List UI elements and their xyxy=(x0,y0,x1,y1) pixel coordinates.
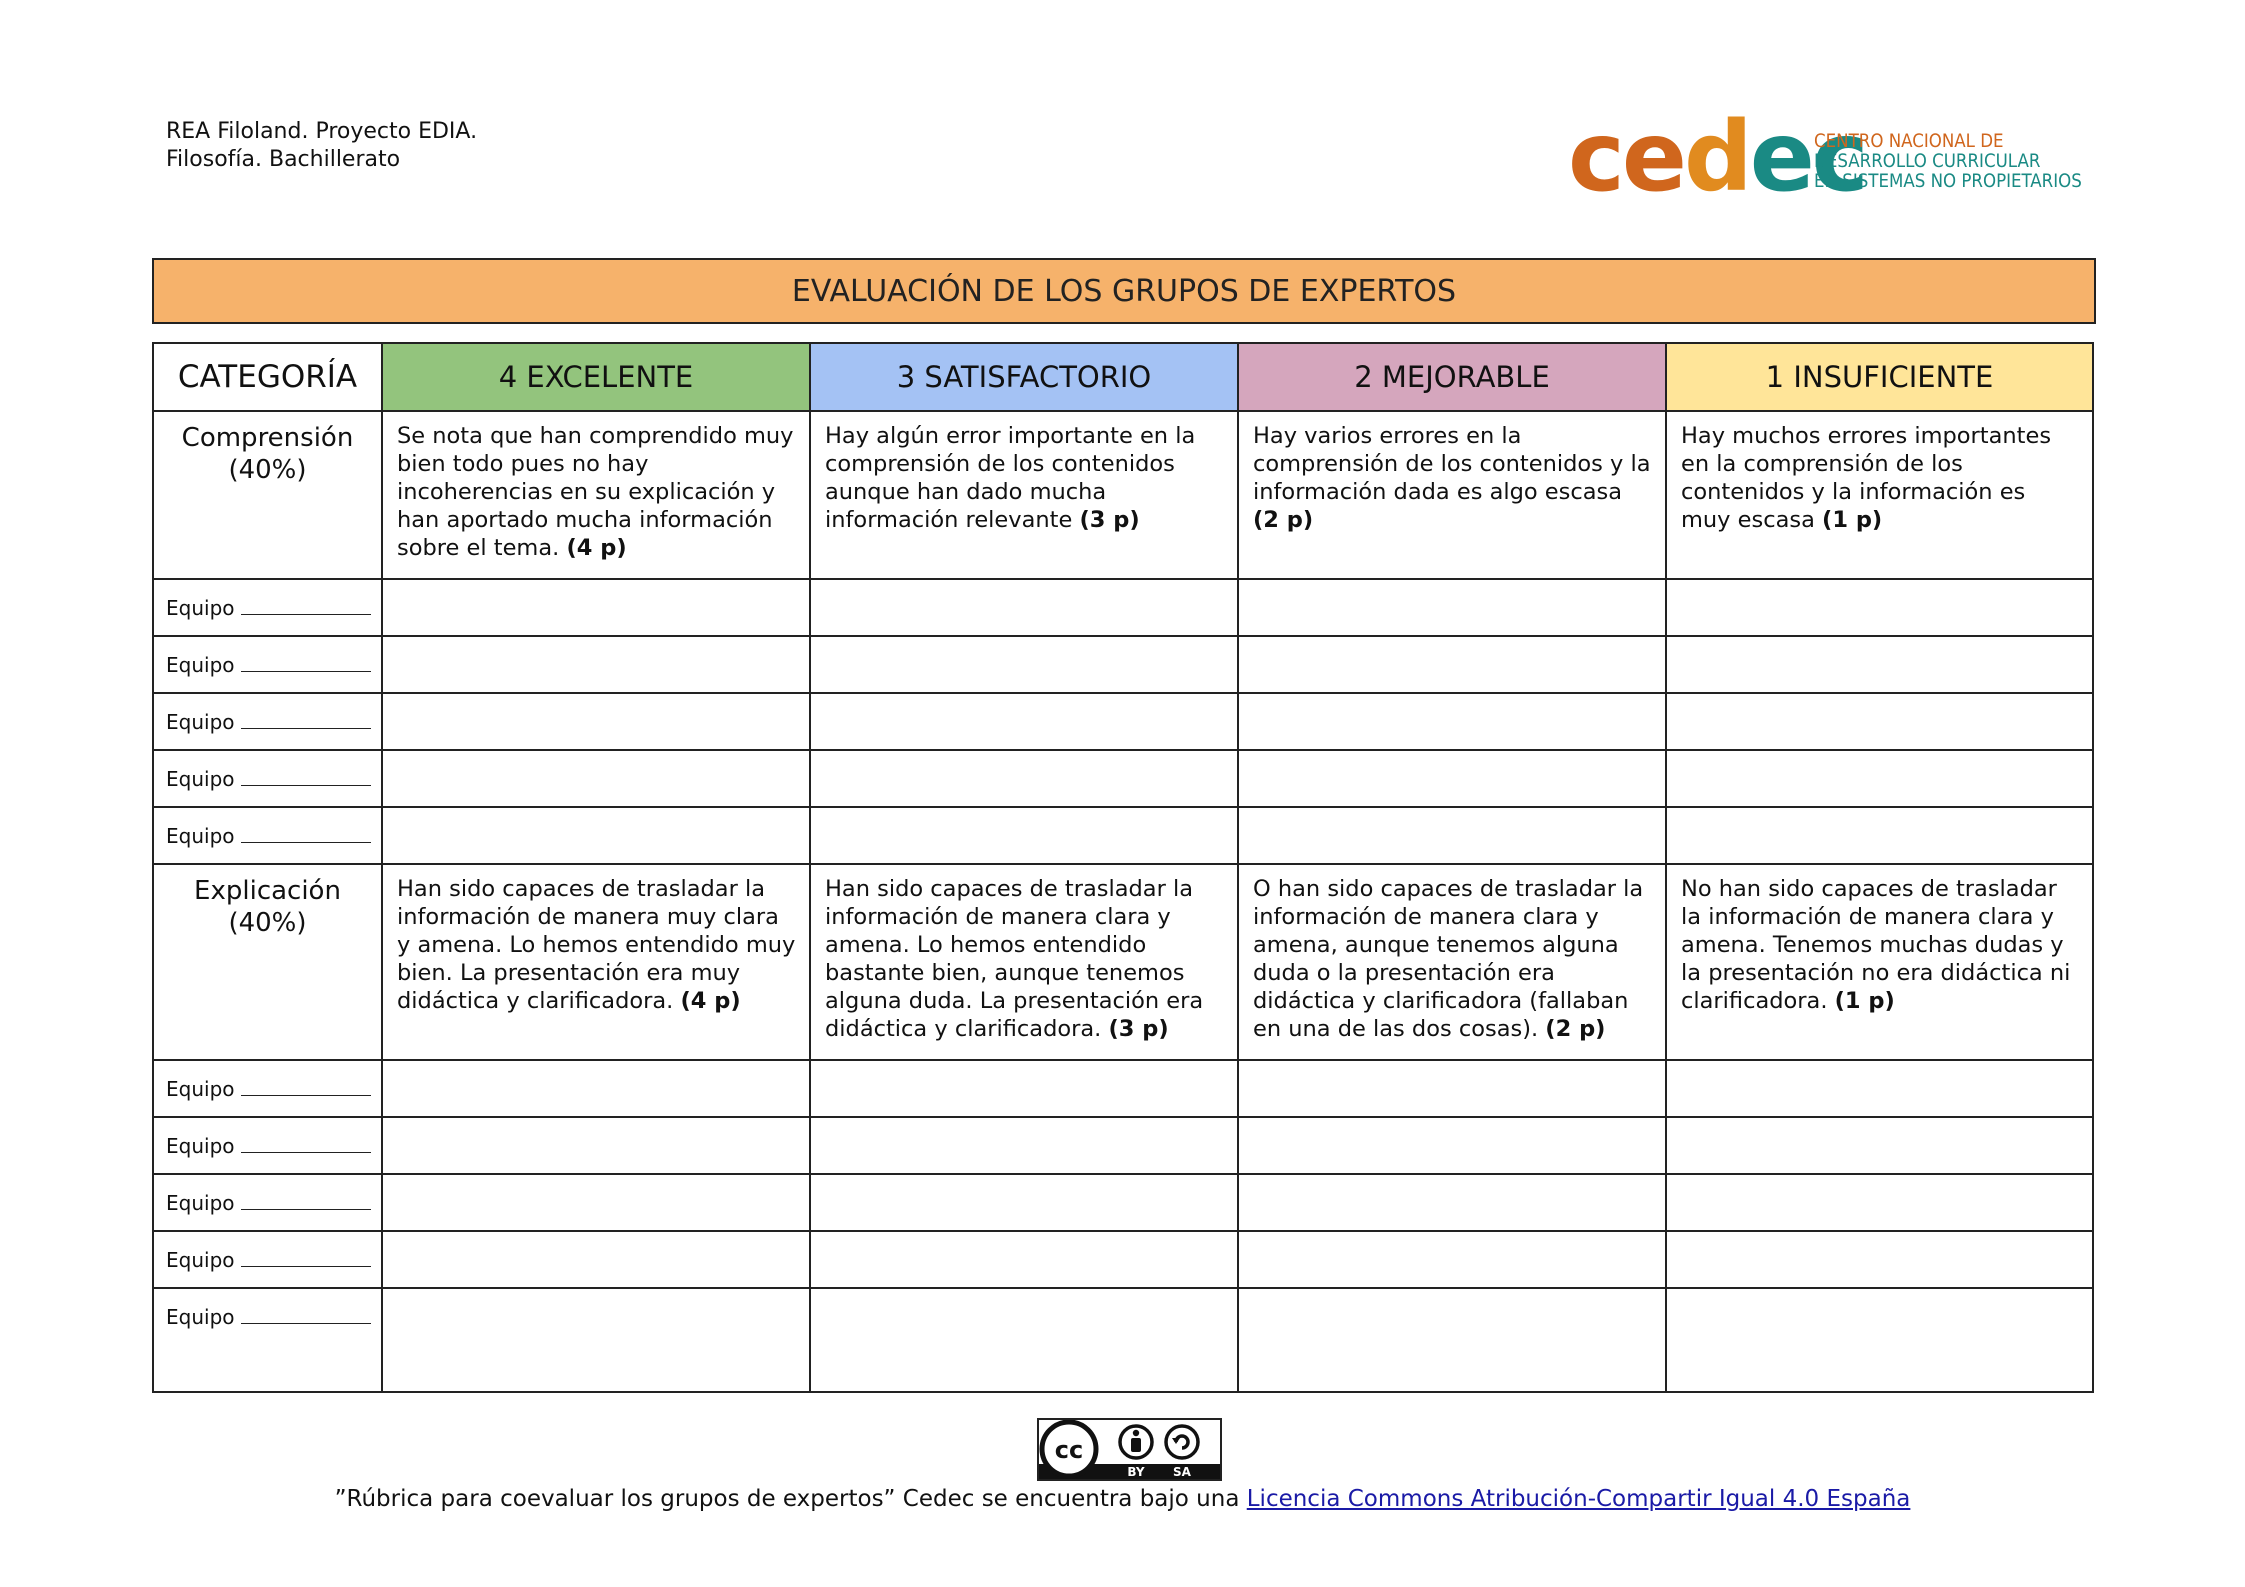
team-row xyxy=(153,1288,2093,1392)
descriptor-insuficiente: No han sido capaces de trasladar la información de manera clara y amena. Tenemos muchas dudas y la presentación no era didáctica ni clarificadora. (1 p) xyxy=(1666,864,2093,1060)
score-cell-2[interactable] xyxy=(1238,1174,1666,1231)
team-name-field[interactable]: Equipo xyxy=(153,636,382,693)
criterion-weight: (40%) xyxy=(228,908,307,938)
score-cell-4[interactable] xyxy=(382,1231,810,1288)
cedec-logo xyxy=(1568,101,2098,213)
team-row xyxy=(153,1174,2093,1231)
column-header-excelente: 4 EXCELENTE xyxy=(382,343,810,411)
score-cell-1[interactable] xyxy=(1666,579,2093,636)
criterion-weight: (40%) xyxy=(228,455,307,485)
score-cell-4[interactable] xyxy=(382,636,810,693)
criterion-row-comprension xyxy=(153,411,2093,579)
score-cell-3[interactable] xyxy=(810,1117,1238,1174)
team-name-field[interactable]: Equipo xyxy=(153,1174,382,1231)
license-link[interactable]: Licencia Commons Atribución-Compartir Igual 4.0 España xyxy=(1246,1486,1911,1512)
cedec-logo-tagline: CENTRO NACIONAL DE DESARROLLO CURRICULAR EN SISTEMAS NO PROPIETARIOS xyxy=(1814,131,2082,192)
descriptor-excelente: Han sido capaces de trasladar la información de manera muy clara y amena. Lo hemos entendido muy bien. La presentación era muy didáctica y clarificadora. (4 p) xyxy=(382,864,810,1060)
score-cell-1[interactable] xyxy=(1666,1117,2093,1174)
license-footer xyxy=(0,1486,2245,1512)
score-cell-2[interactable] xyxy=(1238,1060,1666,1117)
criterion-name: Explicación xyxy=(194,876,341,906)
team-name-field[interactable]: Equipo xyxy=(153,579,382,636)
team-name-field[interactable]: Equipo xyxy=(153,1117,382,1174)
rubric-title: EVALUACIÓN DE LOS GRUPOS DE EXPERTOS xyxy=(152,258,2096,324)
score-cell-1[interactable] xyxy=(1666,1231,2093,1288)
score-cell-2[interactable] xyxy=(1238,1117,1666,1174)
team-name-field[interactable]: Equipo xyxy=(153,693,382,750)
team-row xyxy=(153,579,2093,636)
rubric-header-row xyxy=(153,343,2093,411)
criterion-row-explicacion xyxy=(153,864,2093,1060)
descriptor-satisfactorio: Han sido capaces de trasladar la información de manera clara y amena. Lo hemos entendido bastante bien, aunque tenemos alguna duda. La presentación era didáctica y clarificadora. (3 p) xyxy=(810,864,1238,1060)
criterion-name: Comprensión xyxy=(181,423,354,453)
score-cell-3[interactable] xyxy=(810,579,1238,636)
descriptor-mejorable: O han sido capaces de trasladar la información de manera clara y amena, aunque tenemos alguna duda o la presentación era didáctica y clarificadora (fallaban en una de las dos cosas). (2 p) xyxy=(1238,864,1666,1060)
team-row xyxy=(153,693,2093,750)
descriptor-satisfactorio: Hay algún error importante en la comprensión de los contenidos aunque han dado mucha información relevante (3 p) xyxy=(810,411,1238,579)
team-name-field[interactable]: Equipo xyxy=(153,807,382,864)
score-cell-3[interactable] xyxy=(810,636,1238,693)
score-cell-4[interactable] xyxy=(382,1288,810,1392)
team-name-field[interactable]: Equipo xyxy=(153,1288,382,1392)
score-cell-1[interactable] xyxy=(1666,693,2093,750)
column-header-satisfactorio: 3 SATISFACTORIO xyxy=(810,343,1238,411)
rubric-table xyxy=(152,342,2094,1393)
score-cell-2[interactable] xyxy=(1238,579,1666,636)
team-row xyxy=(153,636,2093,693)
score-cell-3[interactable] xyxy=(810,1288,1238,1392)
score-cell-3[interactable] xyxy=(810,1231,1238,1288)
cedec-logo-wordmark: cedec xyxy=(1568,101,1866,213)
cc-by-sa-icon xyxy=(1039,1420,1220,1479)
score-cell-1[interactable] xyxy=(1666,1174,2093,1231)
score-cell-2[interactable] xyxy=(1238,1288,1666,1392)
header-line-subject: Filosofía. Bachillerato xyxy=(166,147,401,172)
team-row xyxy=(153,1231,2093,1288)
score-cell-4[interactable] xyxy=(382,1117,810,1174)
score-cell-3[interactable] xyxy=(810,807,1238,864)
score-cell-4[interactable] xyxy=(382,579,810,636)
team-row xyxy=(153,807,2093,864)
descriptor-mejorable: Hay varios errores en la comprensión de los contenidos y la información dada es algo escasa (2 p) xyxy=(1238,411,1666,579)
score-cell-1[interactable] xyxy=(1666,1060,2093,1117)
score-cell-2[interactable] xyxy=(1238,807,1666,864)
svg-text:BY: BY xyxy=(1127,1465,1145,1479)
score-cell-3[interactable] xyxy=(810,1060,1238,1117)
score-cell-4[interactable] xyxy=(382,1060,810,1117)
header-line-project: REA Filoland. Proyecto EDIA. xyxy=(166,119,478,144)
score-cell-4[interactable] xyxy=(382,807,810,864)
score-cell-1[interactable] xyxy=(1666,750,2093,807)
license-text: ”Rúbrica para coevaluar los grupos de expertos” Cedec se encuentra bajo una xyxy=(334,1486,1247,1512)
score-cell-2[interactable] xyxy=(1238,636,1666,693)
column-header-insuficiente: 1 INSUFICIENTE xyxy=(1666,343,2093,411)
descriptor-insuficiente: Hay muchos errores importantes en la comprensión de los contenidos y la información es muy escasa (1 p) xyxy=(1666,411,2093,579)
score-cell-1[interactable] xyxy=(1666,807,2093,864)
score-cell-4[interactable] xyxy=(382,693,810,750)
score-cell-3[interactable] xyxy=(810,750,1238,807)
score-cell-2[interactable] xyxy=(1238,750,1666,807)
column-header-category: CATEGORÍA xyxy=(153,343,382,411)
score-cell-2[interactable] xyxy=(1238,1231,1666,1288)
document-header xyxy=(166,118,477,174)
score-cell-3[interactable] xyxy=(810,693,1238,750)
score-cell-1[interactable] xyxy=(1666,636,2093,693)
svg-text:SA: SA xyxy=(1173,1465,1191,1479)
team-name-field[interactable]: Equipo xyxy=(153,1231,382,1288)
score-cell-4[interactable] xyxy=(382,1174,810,1231)
svg-text:cc: cc xyxy=(1054,1436,1084,1464)
column-header-mejorable: 2 MEJORABLE xyxy=(1238,343,1666,411)
criterion-cell xyxy=(153,411,382,579)
team-row xyxy=(153,750,2093,807)
descriptor-excelente: Se nota que han comprendido muy bien todo pues no hay incoherencias en su explicación y han aportado mucha información sobre el tema. (4 p) xyxy=(382,411,810,579)
cc-by-sa-badge xyxy=(1037,1418,1222,1481)
score-cell-1[interactable] xyxy=(1666,1288,2093,1392)
team-row xyxy=(153,1117,2093,1174)
score-cell-3[interactable] xyxy=(810,1174,1238,1231)
team-name-field[interactable]: Equipo xyxy=(153,1060,382,1117)
criterion-cell xyxy=(153,864,382,1060)
score-cell-4[interactable] xyxy=(382,750,810,807)
team-name-field[interactable]: Equipo xyxy=(153,750,382,807)
team-row xyxy=(153,1060,2093,1117)
score-cell-2[interactable] xyxy=(1238,693,1666,750)
